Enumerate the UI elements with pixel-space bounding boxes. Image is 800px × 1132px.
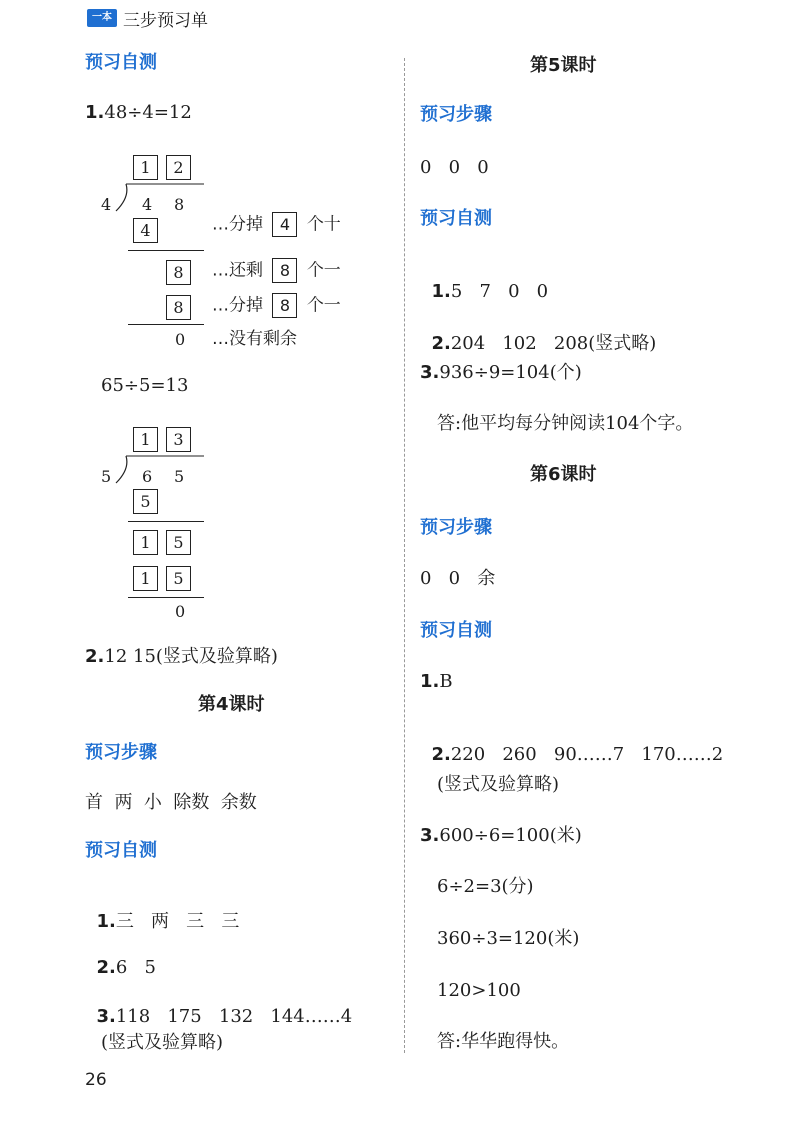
divisor: 4 (101, 195, 112, 214)
steps-answers: 0 0 0 (420, 157, 489, 178)
subtraction-line (128, 250, 204, 251)
section-heading-self-test: 预习自测 (420, 208, 492, 229)
divisor: 5 (101, 467, 112, 486)
lesson6-q3-line2: 6÷2=3(分) (437, 876, 534, 897)
lesson-5-title: 第5课时 (530, 55, 597, 76)
note-box: 4 (272, 212, 297, 237)
lesson6-q2: 2.220 260 90……7 170……2 (431, 744, 724, 765)
lesson5-q2: 2.204 102 208(竖式略) (431, 333, 657, 354)
step-note: …分掉 8 个一 (212, 293, 341, 318)
subtraction-line (128, 597, 204, 598)
lesson4-q2: 2.6 5 (96, 957, 156, 978)
column-divider (404, 58, 405, 1053)
lesson-4-title: 第4课时 (198, 694, 265, 715)
quotient-digit: 1 (133, 427, 158, 452)
lesson-6-title: 第6课时 (530, 464, 597, 485)
lesson6-q3-answer: 答:华华跑得快。 (437, 1031, 570, 1052)
subtraction-line (128, 521, 204, 522)
equation-2: 65÷5=13 (101, 375, 189, 396)
quotient-digit: 2 (166, 155, 191, 180)
note-box: 8 (272, 258, 297, 283)
section-heading-steps: 预习步骤 (85, 742, 157, 763)
subtraction-line (128, 324, 204, 325)
final-remainder: 0 (175, 330, 186, 349)
quotient-digit: 3 (166, 427, 191, 452)
page-number: 26 (85, 1070, 107, 1090)
step-note: …没有剩余 (212, 329, 297, 349)
dividend-digit: 4 (142, 195, 153, 214)
quotient-digit: 1 (133, 155, 158, 180)
final-remainder: 0 (175, 602, 186, 621)
lesson6-q3: 3.600÷6=100(米) (420, 825, 582, 846)
lesson4-q1: 1.三 两 三 三 (96, 911, 240, 932)
equation: 48÷4=12 (104, 102, 192, 123)
partial-product: 4 (133, 218, 158, 243)
section-heading-steps: 预习步骤 (420, 104, 492, 125)
section-heading-self-test: 预习自测 (85, 840, 157, 861)
lesson6-q1: 1.B (420, 671, 453, 692)
section-heading-steps: 预习步骤 (420, 517, 492, 538)
step-note: …分掉 4 个十 (212, 212, 341, 237)
lesson5-q1: 1.5 7 0 0 (431, 281, 549, 302)
question-1 (85, 102, 192, 124)
section-heading-self-test: 预习自测 (420, 620, 492, 641)
header-title: 三步预习单 (123, 11, 208, 31)
lesson6-q3-line3: 360÷3=120(米) (437, 928, 580, 949)
step-note: …还剩 8 个一 (212, 258, 341, 283)
dividend-digit: 8 (174, 195, 185, 214)
partial-product: 5 (166, 566, 191, 591)
dividend-digit: 5 (174, 467, 185, 486)
lesson4-q3: 3.118 175 132 144……4 (96, 1006, 353, 1027)
brand-logo: 一本 (87, 9, 117, 27)
partial-product: 8 (166, 295, 191, 320)
partial-product: 1 (133, 566, 158, 591)
steps-answers: 0 0 余 (420, 568, 496, 589)
dividend-digit: 6 (142, 467, 153, 486)
division-bracket (112, 183, 204, 213)
remainder-digit: 5 (166, 530, 191, 555)
question-2: 2.12 15(竖式及验算略) (85, 646, 278, 667)
lesson6-q3-line4: 120>100 (437, 980, 521, 1001)
lesson4-q3-note: (竖式及验算略) (101, 1032, 224, 1053)
note-box: 8 (272, 293, 297, 318)
question-number: 1. (85, 102, 105, 123)
steps-answers: 首 两 小 除数 余数 (85, 792, 257, 813)
remainder-digit: 8 (166, 260, 191, 285)
lesson6-q2-note: (竖式及验算略) (437, 774, 560, 795)
division-bracket (112, 455, 204, 485)
partial-product: 5 (133, 489, 158, 514)
lesson5-q3-answer: 答:他平均每分钟阅读104个字。 (437, 413, 694, 434)
section-heading-self-test: 预习自测 (85, 52, 157, 73)
lesson5-q3: 3.936÷9=104(个) (420, 362, 582, 383)
remainder-digit: 1 (133, 530, 158, 555)
